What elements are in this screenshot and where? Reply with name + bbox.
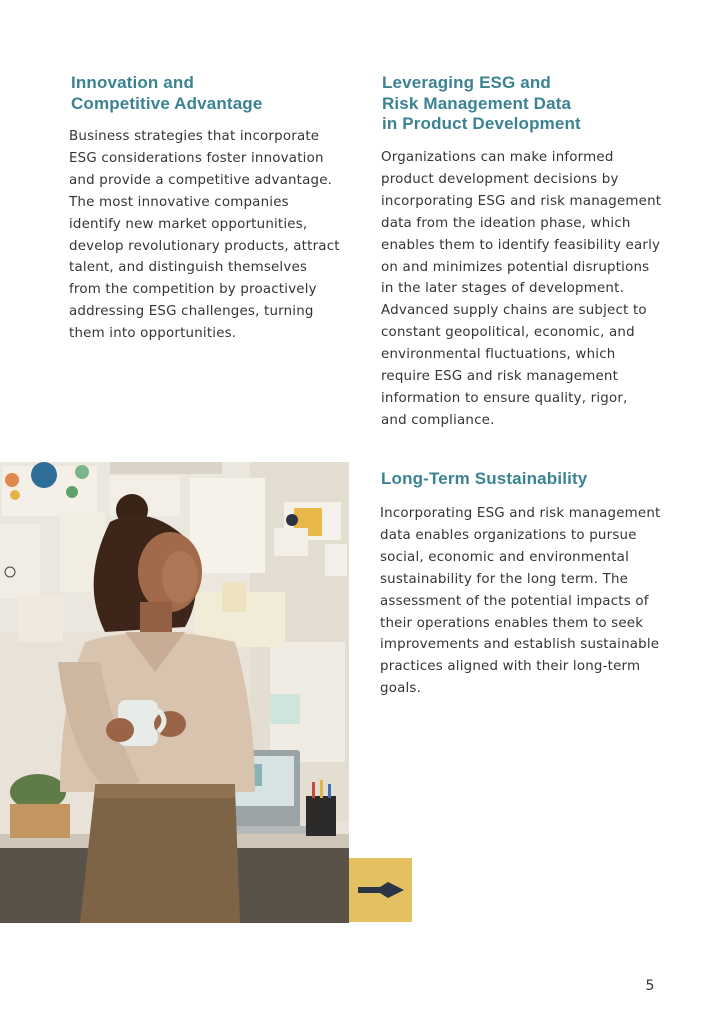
- leveraging-body-line: environmental fluctuations, which: [381, 347, 616, 363]
- sustainability-body-line: goals.: [380, 681, 422, 697]
- woman-with-mug-photo: [0, 462, 349, 923]
- leveraging-body-line: require ESG and risk management: [381, 369, 619, 385]
- sustainability-body-line: sustainability for the long term. The: [380, 571, 629, 587]
- innovation-body-line: ESG considerations foster innovation: [69, 150, 324, 166]
- leveraging-body-line: on and minimizes potential disruptions: [381, 259, 650, 275]
- leveraging-heading-line: Risk Management Data: [382, 93, 572, 113]
- innovation-body-line: talent, and distinguish themselves: [69, 260, 308, 276]
- leveraging-body-line: incorporating ESG and risk management: [381, 193, 662, 209]
- leveraging-heading-line: in Product Development: [382, 114, 581, 133]
- leveraging-body-line: product development decisions by: [381, 171, 619, 187]
- leveraging-body: [381, 147, 661, 432]
- sustainability-body-line: improvements and establish sustainable: [380, 637, 660, 653]
- innovation-body-line: develop revolutionary products, attract: [69, 238, 340, 254]
- leveraging-body-line: information to ensure quality, rigor,: [381, 390, 628, 406]
- leveraging-body-line: in the later stages of development.: [381, 281, 625, 297]
- sustainability-body-line: social, economic and environmental: [380, 549, 630, 565]
- sustainability-body-line: data enables organizations to pursue: [380, 527, 637, 543]
- leveraging-body-line: Advanced supply chains are subject to: [381, 303, 647, 319]
- leveraging-body-line: data from the ideation phase, which: [381, 215, 631, 231]
- leveraging-body-line: constant geopolitical, economic, and: [381, 325, 635, 341]
- innovation-body-line: from the competition by proactively: [69, 282, 317, 298]
- leveraging-heading: [382, 73, 581, 135]
- innovation-heading: [71, 73, 262, 114]
- leveraging-body-line: and compliance.: [381, 412, 495, 428]
- sustainability-body-line: assessment of the potential impacts of: [380, 593, 649, 609]
- sustainability-heading-line: Long-Term Sustainability: [381, 469, 588, 488]
- leveraging-heading-line: Leveraging ESG and: [382, 73, 551, 92]
- innovation-body-line: identify new market opportunities,: [69, 216, 308, 232]
- sustainability-body-line: practices aligned with their long-term: [380, 659, 641, 675]
- innovation-body: [69, 126, 340, 345]
- innovation-body-line: them into opportunities.: [69, 326, 237, 342]
- page-number: 5: [645, 978, 655, 994]
- leveraging-body-line: enables them to identify feasibility early: [381, 237, 661, 253]
- sustainability-heading: [381, 469, 587, 490]
- innovation-body-line: addressing ESG challenges, turning: [69, 304, 314, 320]
- arrow-accent-box: [349, 858, 412, 922]
- arrow-right-icon: [358, 882, 404, 898]
- sustainability-body-line: their operations enables them to seek: [380, 615, 644, 631]
- innovation-heading-line: Competitive Advantage: [71, 93, 263, 113]
- innovation-body-line: Business strategies that incorporate: [69, 129, 320, 144]
- leveraging-body-line: Organizations can make informed: [381, 150, 614, 165]
- sustainability-body-line: Incorporating ESG and risk management: [380, 506, 661, 521]
- innovation-body-line: The most innovative companies: [69, 194, 289, 210]
- innovation-body-line: and provide a competitive advantage.: [69, 172, 333, 188]
- sustainability-body: [380, 503, 660, 700]
- innovation-heading-line: Innovation and: [71, 73, 194, 92]
